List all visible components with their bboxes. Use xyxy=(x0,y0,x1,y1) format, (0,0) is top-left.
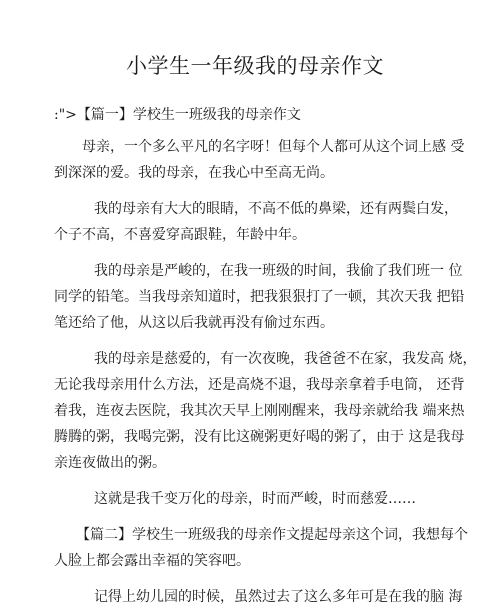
paragraph-line: 这就是我千变万化的母亲，时而严峻，时而慈爱…… xyxy=(94,491,416,507)
paragraph-line: 我的母亲是慈爱的，有一次夜晚，我爸爸不在家，我发高 烧， xyxy=(94,351,477,367)
paragraph-line: 我的母亲是严峻的，在我一班级的时间，我偷了我们班一 位 xyxy=(94,263,463,279)
paragraph-line: 无论我母亲用什么方法，还是高烧不退，我母亲拿着手电筒， 还背 xyxy=(54,377,465,393)
paragraph-line: 个子不高，不喜爱穿高跟鞋，年龄中年。 xyxy=(54,227,306,243)
paragraph-line: 着我，连夜去医院，我其次天早上刚刚醒来，我母亲就给我 端来热 xyxy=(54,403,465,419)
paragraph-4 xyxy=(54,346,477,476)
paragraph-7 xyxy=(54,584,463,610)
paragraph-5 xyxy=(54,486,456,512)
paragraph-line: 亲连夜做出的粥。 xyxy=(54,455,166,471)
paragraph-line: 到深深的爱。我的母亲，在我心中至高无尚。 xyxy=(54,165,334,181)
paragraph-line: 同学的铅笔。当我母亲知道时，把我狠狠打了一顿，其次天我 把铅 xyxy=(54,289,465,305)
section-heading-1: :">【篇一】学校生一班级我的母亲作文 xyxy=(54,107,301,123)
paragraph-line: 笔还给了他，从这以后我就再没有偷过东西。 xyxy=(54,315,334,331)
paragraph-line: 【篇二】学校生一班级我的母亲作文提起母亲这个词，我想每个 xyxy=(76,527,468,543)
paragraph-line: 人脸上都会露出幸福的笑容吧。 xyxy=(54,553,250,569)
paragraph-3 xyxy=(54,258,465,336)
paragraph-line: 母亲，一个多么平凡的名字呀！但每个人都可从这个词上感 受 xyxy=(82,139,465,155)
paragraph-line: 腾腾的粥，我喝完粥，没有比这碗粥更好喝的粥了，由于 这是我母 xyxy=(54,429,465,445)
paragraph-1 xyxy=(54,134,465,186)
paragraph-2 xyxy=(54,196,456,248)
paragraph-line: 记得上幼儿园的时候，虽然过去了这么多年可是在我的脑 海 xyxy=(94,589,463,605)
paragraph-6 xyxy=(54,522,468,574)
paragraph-line: 我的母亲有大大的眼睛，不高不低的鼻梁，还有两鬓白发， xyxy=(94,201,458,217)
document-title: 小学生一年级我的母亲作文 xyxy=(126,54,384,78)
